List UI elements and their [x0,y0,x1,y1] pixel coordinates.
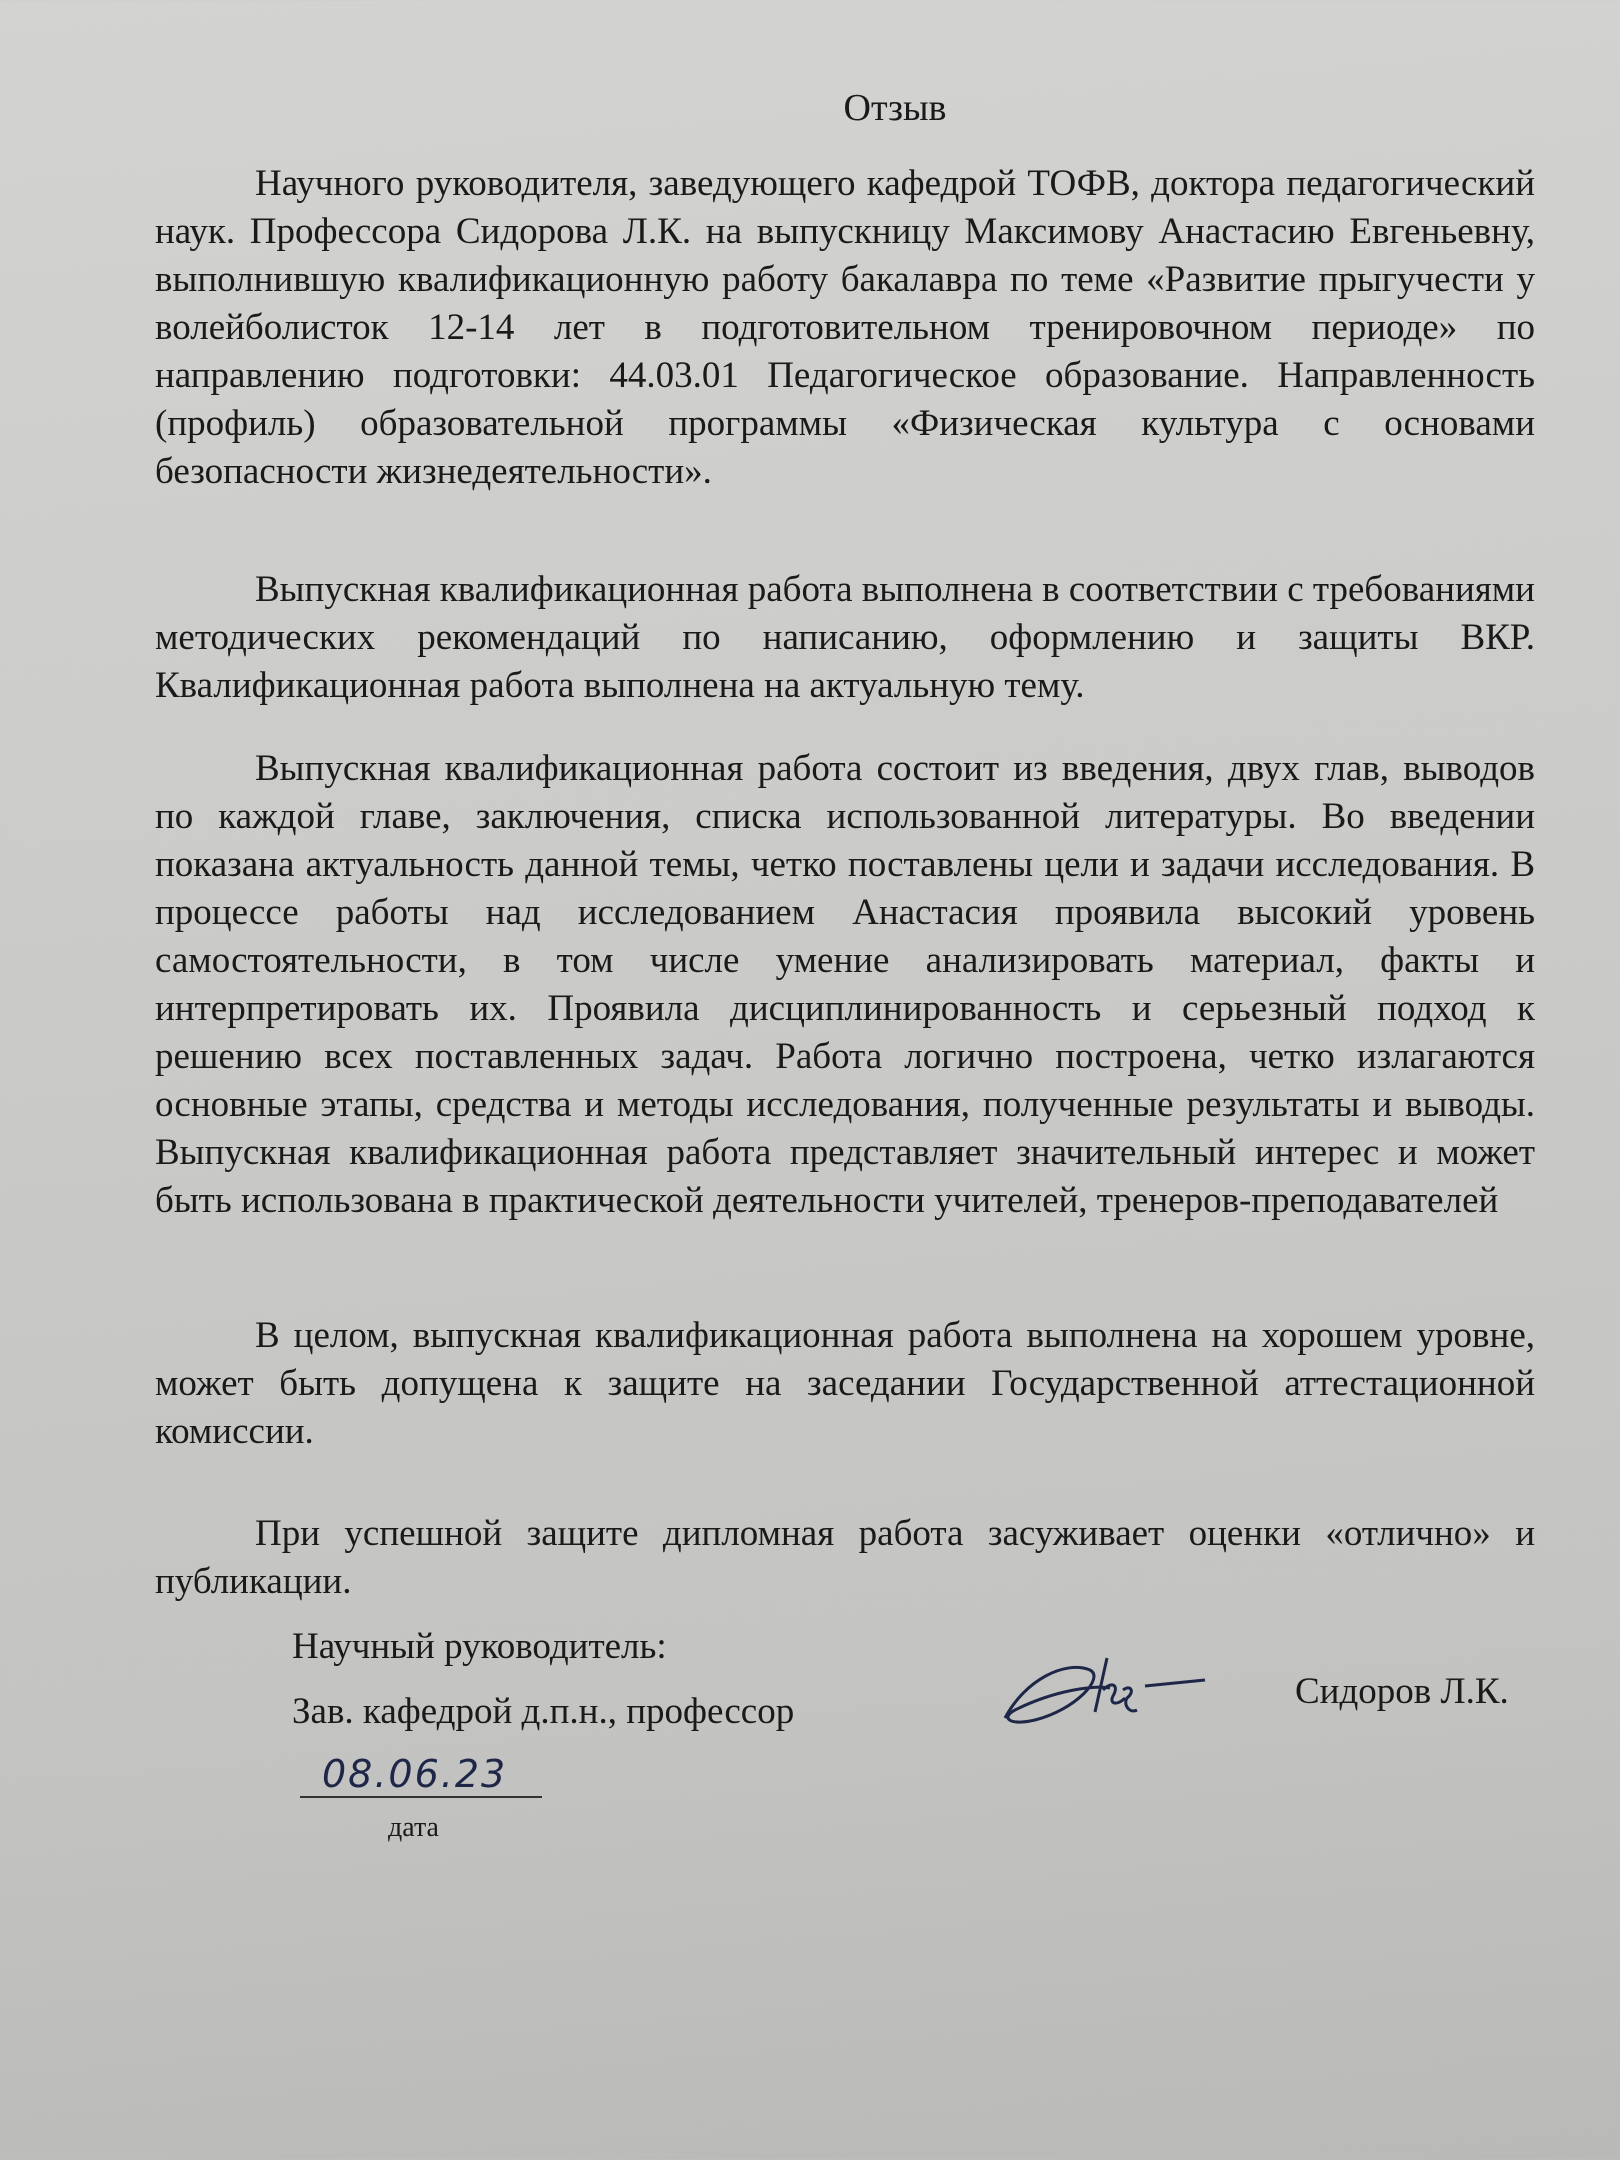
date-label: дата [388,1812,439,1843]
document-title: Отзыв [843,87,947,129]
paragraph-intro: Научного руководителя, заведующего кафедрой ТОФВ, доктора педагогический наук. Профессора Сидорова Л.К. на выпускницу Максимову Анастасию Евгеньевну, выполнившую квалификационную работу бакалавра по теме «Развитие прыгучести у волейболисток 12-14 лет в подготовительном тренировочном периоде» по направлению подготовки: 44.03.01 Педагогическое образование. Направленность (профиль) образовательной программы «Физическая культура с основами безопасности жизнедеятельности». [155,163,1535,492]
handwritten-signature [995,1640,1215,1730]
paragraph-grade: При успешной защите дипломная работа засуживает оценки «отлично» и публикации. [155,1513,1535,1602]
signer-role: Научный руководитель: [292,1626,667,1667]
paragraph-structure: Выпускная квалификационная работа состоит из введения, двух глав, выводов по каждой главе, заключения, списка использованной литературы. Во введении показана актуальность данной темы, четко поставлены цели и задачи исследования. В процессе работы над исследованием Анастасия проявила высокий уровень самостоятельности, в том числе умение анализировать материал, факты и интерпретировать их. Проявила дисциплинированность и серьезный подход к решению всех поставленных задач. Работа логично построена, четко излагаются основные этапы, средства и методы исследования, полученные результаты и выводы. Выпускная квалификационная работа представляет значительный интерес и может быть использована в практической деятельности учителей, тренеров-преподавателей [155,748,1535,1221]
signer-name: Сидоров Л.К. [1295,1671,1509,1712]
paragraph-conclusion: В целом, выпускная квалификационная работа выполнена на хорошем уровне, может быть допущена к защите на заседании Государственной аттестационной комиссии. [155,1315,1535,1452]
signer-position: Зав. кафедрой д.п.н., профессор [292,1691,795,1732]
handwritten-date: 08.06.23 [300,1752,542,1798]
paragraph-compliance: Выпускная квалификационная работа выполнена в соответствии с требованиями методических рекомендаций по написанию, оформлению и защиты ВКР. Квалификационная работа выполнена на актуальную тему. [155,569,1535,706]
